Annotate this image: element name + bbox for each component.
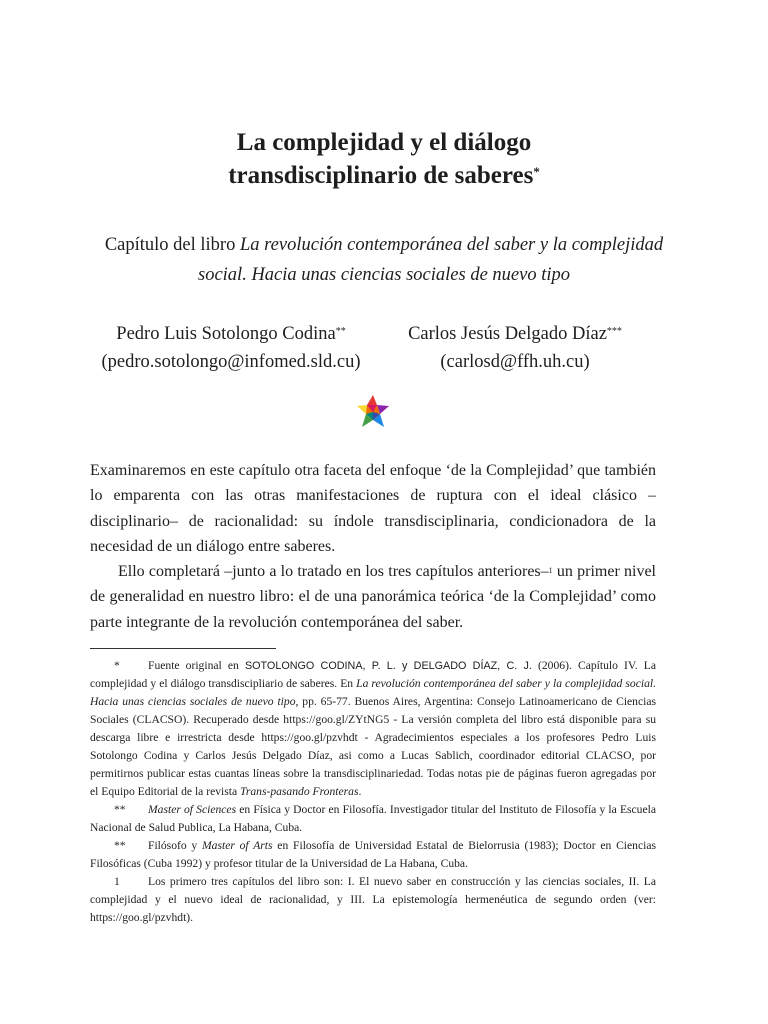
chapter-title — [0, 126, 768, 192]
footnote-2-mark: ** — [114, 803, 126, 816]
footnote-1-journal-title: Trans-pasando Fronteras — [240, 785, 359, 798]
footnote-2-degree: Master of Sciences — [148, 803, 237, 816]
footnote-1-part-1: Fuente original en — [148, 659, 245, 672]
subtitle-book-title: La revolución contemporánea del saber y la complejidad social. Hacia unas ciencias sociales de nuevo tipo — [198, 235, 664, 285]
author-2-name: Carlos Jesús Delgado Díaz — [408, 324, 607, 344]
footnote-2 — [90, 801, 656, 837]
author-1-email: (pedro.sotolongo@infomed.sld.cu) — [101, 352, 361, 372]
footnote-1-part-7: . — [358, 785, 362, 798]
footnote-3-degree: Master of Arts — [202, 839, 273, 852]
footnote-2-text: en Física y Doctor en Filosofía. Investigador titular del Instituto de Filosofía y la Escuela Nacional de Salud Publica, La Habana, Cuba. — [90, 803, 656, 834]
author-1 — [66, 320, 396, 376]
chapter-title-line-2 — [0, 159, 768, 192]
author-1-footnote-mark: ** — [335, 326, 346, 337]
author-2 — [350, 320, 680, 376]
footnote-3-part-3: en Filosofía de Universidad Estatal de Bielorrusia (1983); Doctor en Ciencias Filosóficas (Cuba 1992) y profesor titular de la Universidad de La Habana, Cuba. — [90, 839, 656, 870]
footnote-4-text: Los primero tres capítulos del libro son: I. El nuevo saber en construcción y las ciencias sociales, II. La complejidad y el nuevo ideal de racionalidad, y III. La epistemología hermenéutica de segundo orden (ver: https://goo.gl/pzvhdt). — [90, 875, 656, 924]
chapter-title-line-2-text: transdisciplinario de saberes — [228, 162, 534, 189]
author-2-name-line — [350, 320, 680, 348]
footnote-3 — [90, 837, 656, 873]
subtitle-prefix: Capítulo del libro — [104, 235, 240, 255]
footnote-1-citation-authors: SOTOLONGO CODINA, P. L. y DELGADO DÍAZ, C. J. — [244, 660, 532, 672]
body-paragraph-1: Examinaremos en este capítulo otra faceta del enfoque ‘de la Complejidad’ que también lo emparenta con las otras manifestaciones de ruptura con el ideal clásico –disciplinario– de racionalidad: su índole transdisciplinaria, condicionadora de la necesidad de un diálogo entre saberes. — [90, 462, 656, 555]
body-text — [90, 458, 656, 635]
footnote-3-part-1: Filósofo y — [148, 839, 202, 852]
author-1-name-line — [66, 320, 396, 348]
footnote-1 — [90, 657, 656, 801]
body-paragraph-2-part-1: Ello completará –junto a lo tratado en los tres capítulos anteriores– — [118, 563, 549, 581]
author-1-name: Pedro Luis Sotolongo Codina — [116, 324, 336, 344]
footnote-1-part-5: , pp. 65-77. Buenos Aires, Argentina: Consejo Latinoamericano de Ciencias Sociales (CLACSO). Recuperado desde https://goo.gl/ZYtNG5 - La versión completa del libro está disponible para su descarga libre e irrestricta desde https://goo.gl/pzvhdt - Agradecimientos especiales a los profesores Pedro Luis Sotolongo Codina y Carlos Jesús Delgado Díaz, asi como a Lucas Sablich, coordinador editorial CLACSO, por permitirnos publicar estas cuantas líneas sobre la transdisciplinariedad. Todas notas pie de páginas fueron agregadas por el Equipo Editorial de la revista — [90, 695, 657, 798]
footnote-divider — [90, 648, 276, 649]
footnote-1-book-title: La revolución contemporánea del saber y la complejidad social. Hacia unas ciencias sociales de nuevo tipo — [90, 677, 656, 708]
footnote-ref-1: 1 — [548, 566, 553, 576]
colorful-star-polyhedron-icon — [356, 394, 390, 428]
body-paragraph-2-part-2: un primer nivel de generalidad en nuestro libro: el de una panorámica teórica ‘de la Complejidad’ como parte integrante de la revolución contemporánea del saber. — [90, 563, 656, 631]
chapter-title-line-1: La complejidad y el diálogo — [236, 129, 532, 156]
footnote-1-mark: * — [114, 659, 120, 672]
footnote-1-part-3: (2006). Capítulo IV. La complejidad y el diálogo transdiscipliario de saberes. En — [90, 659, 656, 690]
body-paragraph-2 — [90, 559, 656, 635]
footnote-4 — [90, 873, 656, 927]
footnote-4-mark: 1 — [114, 875, 120, 888]
author-2-email: (carlosd@ffh.uh.cu) — [440, 352, 590, 372]
author-2-footnote-mark: *** — [606, 326, 622, 337]
chapter-subtitle — [90, 230, 678, 290]
title-footnote-mark: * — [533, 164, 540, 179]
footnotes — [90, 657, 656, 927]
footnote-3-mark: ** — [114, 839, 126, 852]
